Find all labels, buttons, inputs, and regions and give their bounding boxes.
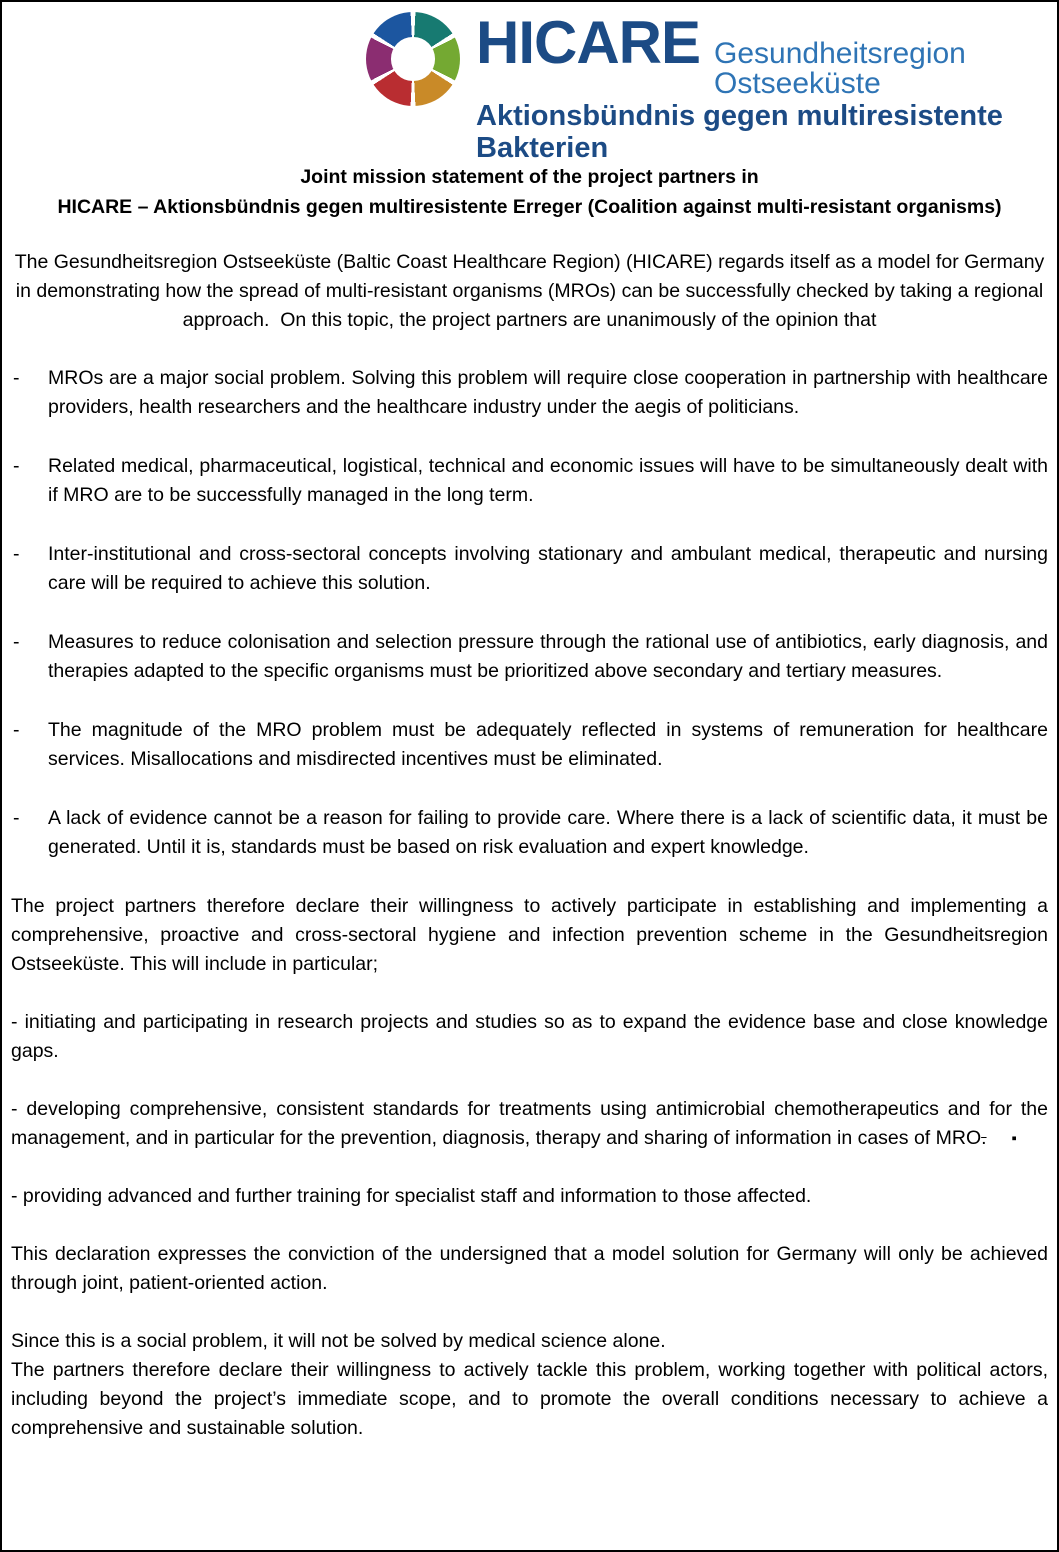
bullet-item [11, 364, 1048, 422]
bullet-item [11, 452, 1048, 510]
bullet-text: A lack of evidence cannot be a reason for failing to provide care. Where there is a lack of scientific data, it must be generated. Until it is, standards must be based on risk evaluation and expert knowledge. [48, 807, 1048, 858]
bullet-item [11, 716, 1048, 774]
intro-paragraph: The Gesundheitsregion Ostseeküste (Baltic Coast Healthcare Region) (HICARE) regards itself as a model for Germany in demonstrating how the spread of multi-resistant organisms (MROs) can be successfully checked by taking a regional approach. On this topic, the project partners are unanimously of the opinion that [14, 251, 1050, 331]
bullet-text: MROs are a major social problem. Solving this problem will require close cooperation in partnership with healthcare providers, health researchers and the healthcare industry under the aegis of politicians. [48, 367, 1048, 418]
title-line-2: HICARE – Aktionsbündnis gegen multiresistente Erreger (Coalition against multi-resistant organisms) [57, 196, 1002, 218]
document-body [11, 162, 1048, 1443]
bullet-item [11, 540, 1048, 598]
bullet-marker: - [13, 543, 20, 565]
struck-period: . [981, 1127, 987, 1149]
bullet-item [11, 628, 1048, 686]
bullet-marker: - [13, 807, 20, 829]
bullet-marker: - [13, 455, 20, 477]
closing-declaration-paragraph: This declaration expresses the conviction of the undersigned that a model solution for Germany will only be achieved through joint, patient-oriented action. [11, 1243, 1048, 1294]
logo-region-name: Gesundheitsregion Ostseeküste [714, 37, 966, 100]
closing-partners-paragraph: The partners therefore declare their willingness to actively tackle this problem, working together with political actors, including beyond the project’s immediate scope, and to promote the overall conditions necessary to achieve a comprehensive and sustainable solution. [11, 1359, 1048, 1439]
dash-item-developing [11, 1095, 1048, 1153]
bullet-marker: - [13, 631, 20, 653]
bullet-text: Measures to reduce colonisation and selection pressure through the rational use of antibiotics, early diagnosis, and therapies adapted to the specific organisms must be prioritized above secondary and tertiary measures. [48, 631, 1048, 682]
closing-social-problem-line: Since this is a social problem, it will not be solved by medical science alone. [11, 1330, 666, 1352]
square-period-mark: ▪ [1011, 1130, 1017, 1147]
document-title [11, 162, 1048, 222]
logo-tagline: Aktionsbündnis gegen multiresistente Bakterien [476, 100, 1003, 164]
logo-text [476, 9, 1048, 164]
bullet-text: The magnitude of the MRO problem must be adequately reflected in systems of remuneration for healthcare services. Misallocations and misdirected incentives must be eliminated. [48, 719, 1048, 770]
declaration-paragraph: The project partners therefore declare their willingness to actively participate in establishing and implementing a comprehensive, proactive and cross-sectoral hygiene and infection prevention scheme in the Gesundheitsregion Ostseeküste. This will include in particular; [11, 895, 1048, 975]
bullet-text: Inter-institutional and cross-sectoral concepts involving stationary and ambulant medical, therapeutic and nursing care will be required to achieve this solution. [48, 543, 1048, 594]
bullet-marker: - [13, 367, 20, 389]
hicare-logo [366, 9, 1048, 164]
hicare-ring-icon [366, 12, 460, 106]
dash-item-providing: - providing advanced and further training for specialist staff and information to those affected. [11, 1185, 812, 1207]
bullet-list [11, 364, 1048, 862]
title-line-1: Joint mission statement of the project partners in [300, 166, 759, 188]
dash-item-developing-text: - developing comprehensive, consistent standards for treatments using antimicrobial chemotherapeutics and for the management, and in particular for the prevention, diagnosis, therapy and sharing of information in cases of MRO [11, 1098, 1048, 1149]
bullet-marker: - [13, 719, 20, 741]
logo-brand-name: HICARE [476, 9, 701, 76]
bullet-text: Related medical, pharmaceutical, logistical, technical and economic issues will have to be simultaneously dealt with if MRO are to be successfully managed in the long term. [48, 455, 1048, 506]
dash-item-initiating: - initiating and participating in research projects and studies so as to expand the evidence base and close knowledge gaps. [11, 1011, 1048, 1062]
bullet-item [11, 804, 1048, 862]
